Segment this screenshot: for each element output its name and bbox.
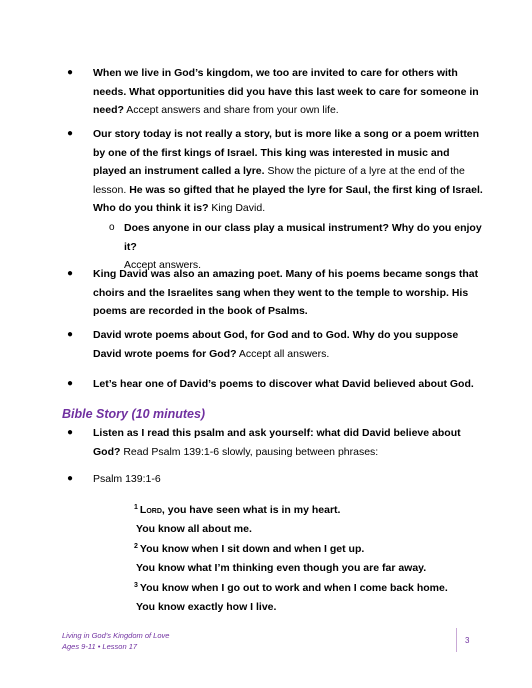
list-item [67,265,485,321]
list-item [67,470,485,489]
bullet-icon: ● [67,329,74,340]
psalm-line [134,559,448,578]
item-text: Our story today is not really a story, but is more like a song or a poem written by one of the first kings of Israel. This king was interested in music and played an instrument called a lyre. [93,128,480,177]
lord-word: Lord [139,504,162,516]
bullet-icon: ● [67,378,74,389]
bullet-icon: ● [67,128,74,139]
bullet-icon: ● [67,67,74,78]
item-question: He was so gifted that he played the lyre for Saul, the first king of Israel. Who do you think it is? [93,183,483,214]
psalm-line [134,577,448,598]
list-item [67,375,485,394]
footer-subtitle: Ages 9-11 • Lesson 17 [62,642,138,651]
section-heading: Bible Story (10 minutes) [62,407,206,421]
list-item [67,424,485,461]
item-note: Read Psalm 139:1-6 slowly, pausing between phrases: [123,445,379,458]
psalm-line [134,520,448,539]
psalm-text: , you have seen what is in my heart. [161,504,341,516]
psalm-line [134,598,448,617]
psalm-passage [134,499,448,616]
scripture-reference: Psalm 139:1-6 [93,473,161,485]
open-bullet-icon: o [109,222,115,233]
item-text: King David was also an amazing poet. Many of his poems became songs that choirs and the Israelites sang when they went to the temple to worship. His poems are recorded in the book of Psalms. [93,268,479,317]
verse-number: 2 [134,543,138,550]
item-question: Does anyone in our class play a musical instrument? Why do you enjoy it? [124,222,482,253]
psalm-text: You know exactly how I live. [136,600,277,613]
psalm-text: You know when I go out to work and when I come back home. [139,582,448,594]
psalm-text: You know when I sit down and when I get up. [139,543,365,555]
item-question: When we live in God’s kingdom, we too are invited to care for others with needs. What opportunities did you have this last week to care for someone in need? [93,67,479,116]
bullet-icon: ● [67,427,74,438]
item-question: Listen as I read this psalm and ask yourself: what did David believe about God? [93,427,461,458]
page-number: 3 [465,636,470,645]
list-item [67,64,485,120]
list-item [67,125,485,218]
footer [62,630,169,652]
list-item [67,326,485,363]
psalm-text: You know what I’m thinking even though you are far away. [136,561,427,574]
footer-title: Living in God’s Kingdom of Love [62,631,170,640]
item-note: Accept answers. [124,259,202,271]
item-note: King David. [211,202,266,214]
bullet-icon: ● [67,268,74,279]
psalm-line [134,538,448,559]
psalm-text: You know all about me. [136,522,252,535]
footer-divider [456,628,457,652]
bullet-icon: ● [67,473,74,484]
item-question: David wrote poems about God, for God and to God. Why do you suppose David wrote poems for God? [93,329,459,360]
verse-number: 3 [134,582,138,589]
item-text: Let’s hear one of David’s poems to discover what David believed about God. [93,378,474,390]
verse-number: 1 [134,504,138,511]
psalm-line [134,499,448,520]
item-note: Accept all answers. [238,347,330,360]
item-note: Show the picture of a lyre at the end of the lesson. [93,165,465,196]
item-note: Accept answers and share from your own life. [126,104,339,116]
